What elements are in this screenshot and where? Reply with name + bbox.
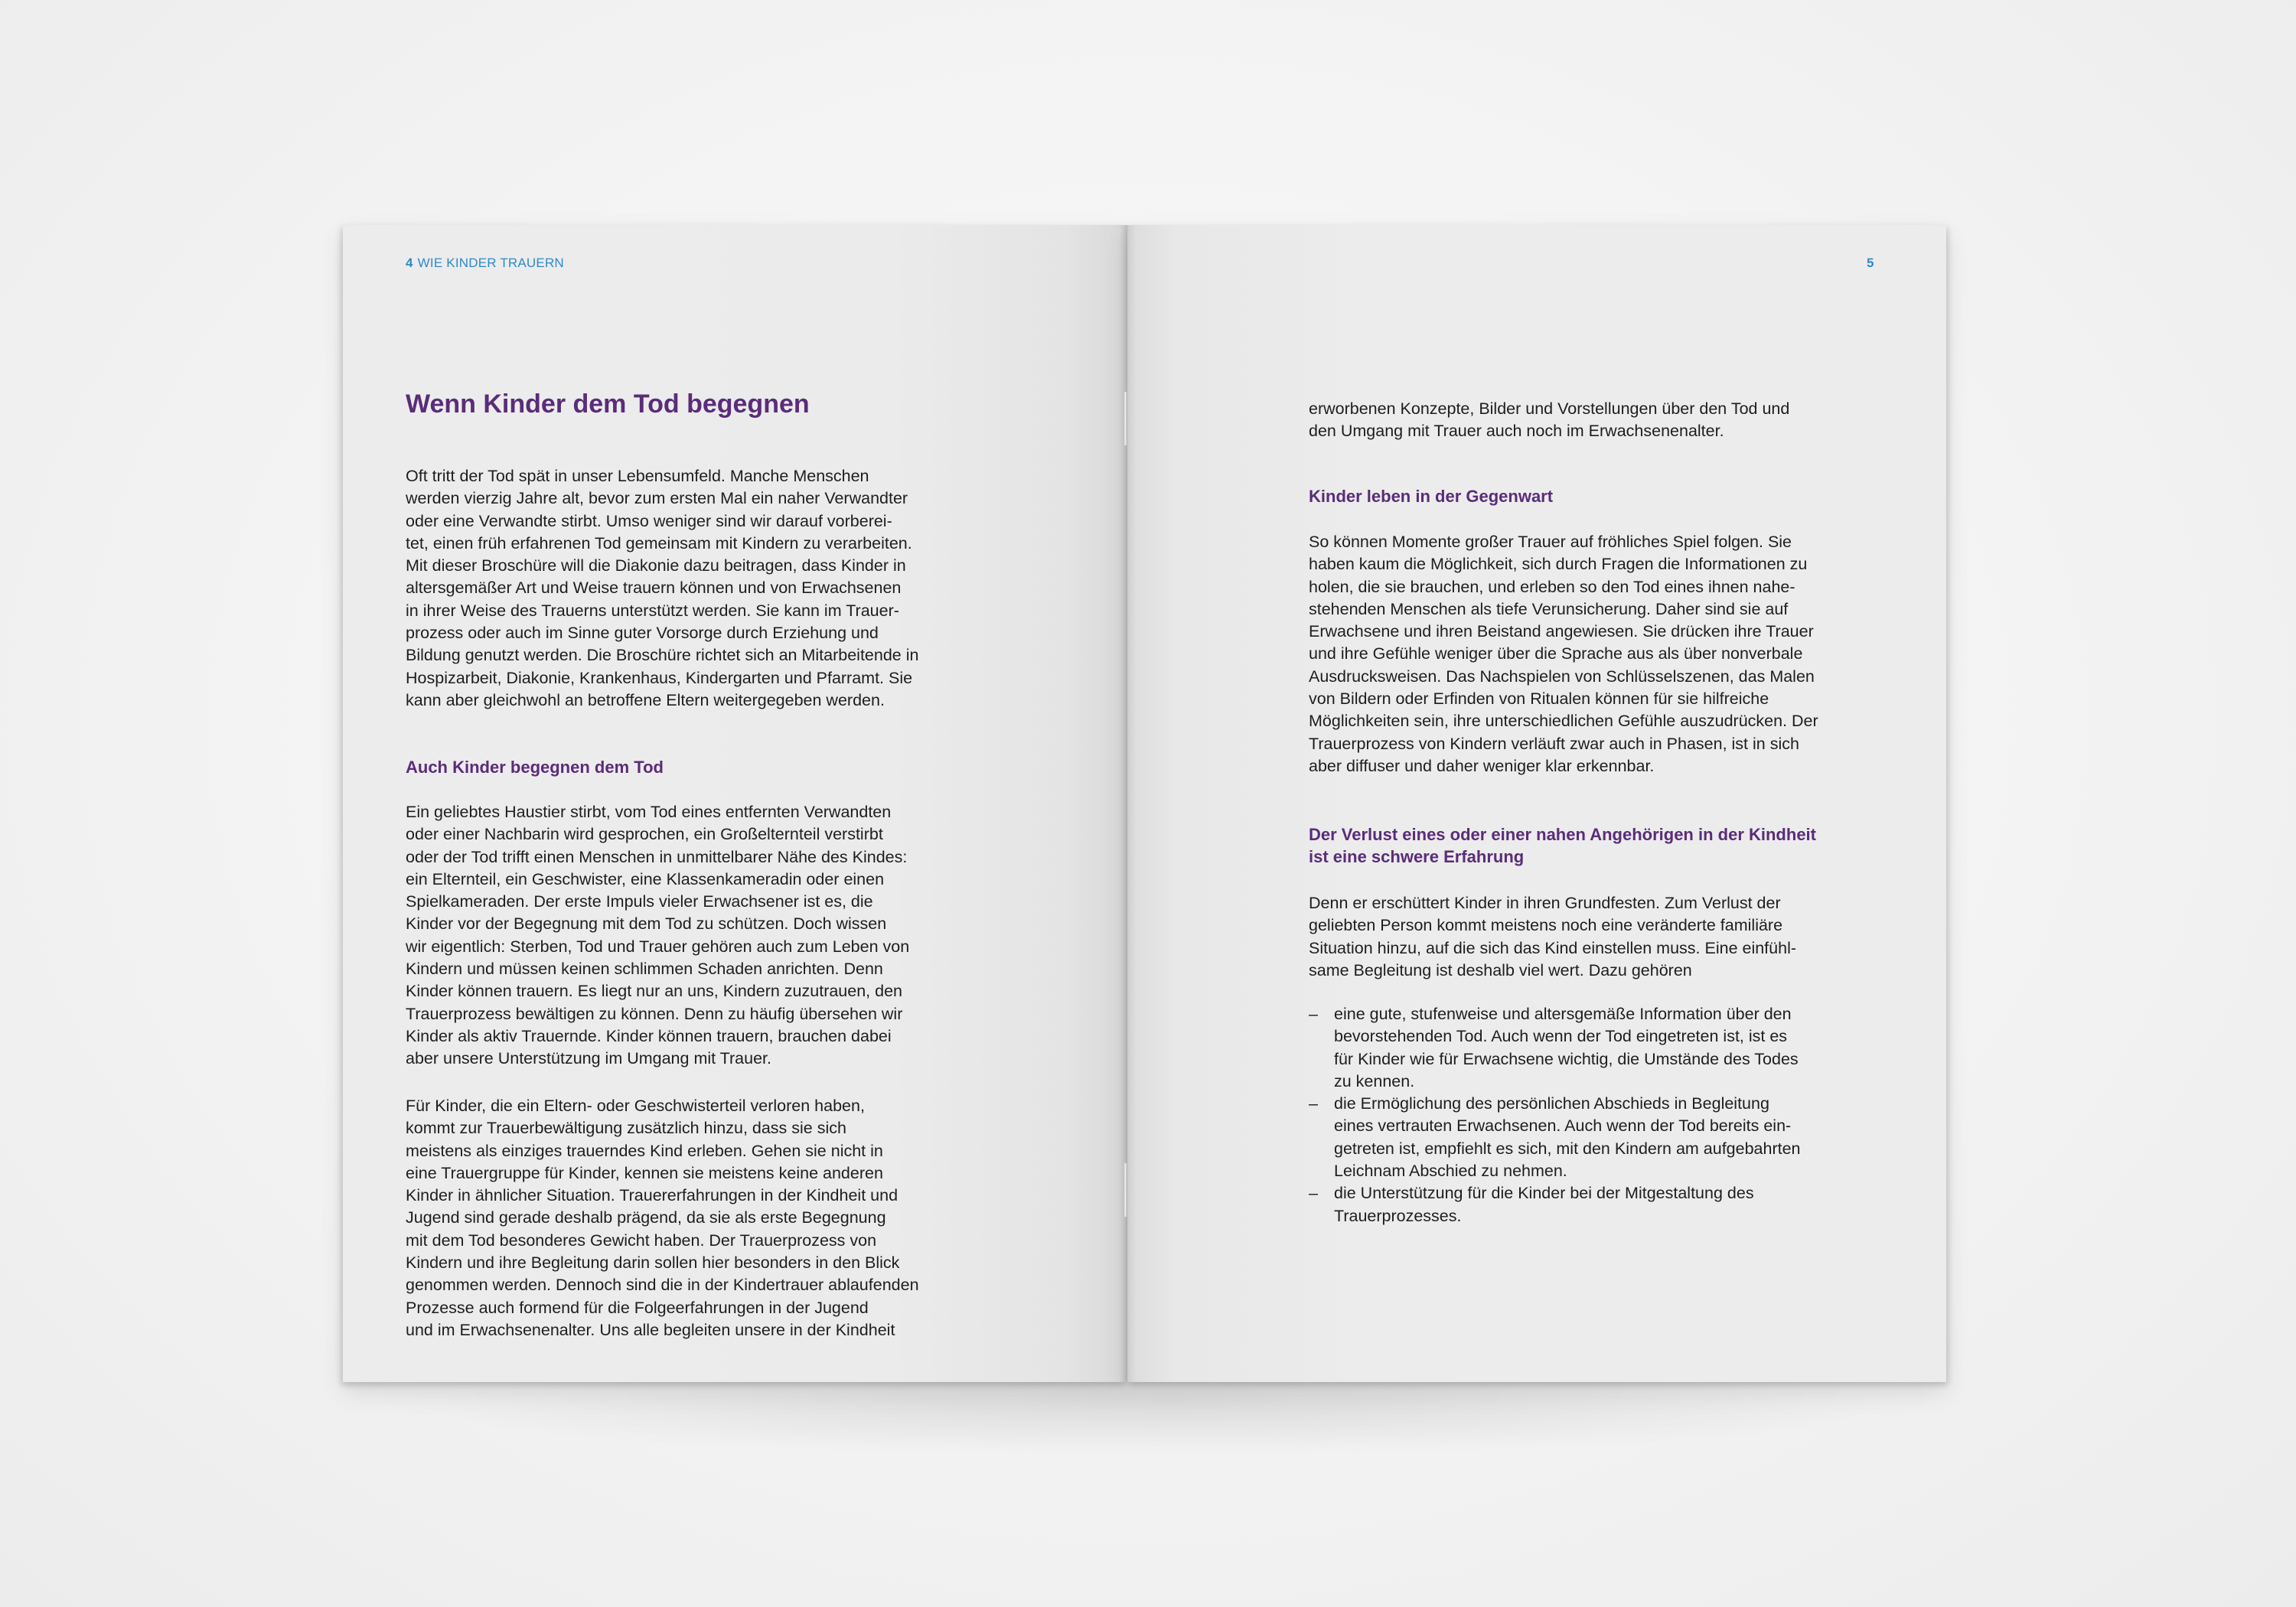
body-paragraph-2: Denn er erschüttert Kinder in ihren Grundfesten. Zum Verlust der geliebten Person kommt meistens noch eine veränderte familiäre Situation hinzu, auf die sich das Kind einstellen muss. Eine einfühl- same Begleitung ist deshalb viel wert. Dazu gehören [1309, 894, 1797, 980]
list-item-text: die Ermöglichung des persönlichen Abschieds in Begleitung eines vertrauten Erwachsenen. Auch wenn der Tod bereits ein- getreten ist, empfiehlt es sich, mit den Kindern am aufgebahrten Leichnam Abschied zu nehmen. [1334, 1094, 1801, 1181]
left-column [406, 387, 980, 421]
section-heading: Auch Kinder begegnen dem Tod [406, 758, 664, 777]
running-head-title: WIE KINDER TRAUERN [417, 256, 564, 270]
right-bullet-list-wrap [1309, 1003, 1883, 1227]
bullet-dash: – [1309, 1005, 1318, 1023]
body-paragraph-1: So können Momente großer Trauer auf fröhliches Spiel folgen. Sie haben kaum die Möglichkeit, sich durch Fragen die Informationen zu holen, die sie brauchen, und erleben so den Tod eines ihnen nahe- stehenden Menschen als tiefe Verunsicherung. Daher sind sie auf Erwachsene und ihren Beistand angewiesen. Sie drücken ihre Trauer und ihre Gefühle weniger über die Sprache aus als über nonverbale Ausdrucksweisen. Das Nachspielen von Schlüsselszenen, das Malen von Bildern oder Erfinden von Ritualen können für sie hilfreiche Möglichkeiten sein, ihre unterschiedlichen Gefühle auszudrücken. Der Trauerprozess von Kindern verläuft zwar auch in Phasen, ist in sich aber diffuser und daher weniger klar erkennbar. [1309, 533, 1818, 775]
right-heading-2-wrap [1309, 823, 1906, 868]
right-page [1127, 225, 1946, 1382]
right-paragraph-1-wrap [1309, 531, 1883, 777]
left-page [343, 225, 1127, 1382]
list-item-text: die Unterstützung für die Kinder bei der Mitgestaltung des Trauerprozesses. [1334, 1184, 1754, 1225]
body-paragraph-2: Für Kinder, die ein Eltern- oder Geschwisterteil verloren haben, kommt zur Trauerbewältigung zusätzlich hinzu, dass sie sich meistens als einziges trauerndes Kind erleben. Gehen sie nicht in eine Trauergruppe für Kinder, kennen sie meistens keine anderen Kinder in ähnlicher Situation. Trauererfahrungen in der Kindheit und Jugend sind gerade deshalb prägend, da sie als erste Begegnung mit dem Tod besonderes Gewicht haben. Der Trauerprozess von Kindern und ihre Begleitung darin sollen hier besonders in den Blick genommen werden. Dennoch sind die in der Kindertrauer ablaufenden Prozesse auch formend für die Folgeerfahrungen in der Jugend und im Erwachsenenalter. Uns alle begleiten unsere in der Kindheit [406, 1097, 919, 1339]
center-gutter [1119, 225, 1136, 1382]
staple-top [1124, 392, 1127, 445]
list-item-text: eine gute, stufenweise und altersgemäße Information über den bevorstehenden Tod. Auch wenn der Tod eingetreten ist, ist es für Kinder wie für Erwachsene wichtig, die Umstände des Todes zu kennen. [1334, 1005, 1799, 1090]
right-heading-1-wrap [1309, 485, 1883, 507]
body-paragraph-1: Ein geliebtes Haustier stirbt, vom Tod eines entfernten Verwandten oder einer Nachbarin wird gesprochen, ein Großelternteil verstirbt oder der Tod trifft einen Menschen in unmittelbarer Nähe des Kindes: ein Elternteil, ein Geschwister, eine Klassenkameradin oder einen Spielkameraden. Der erste Impuls vieler Erwachsener ist es, die Kinder vor der Begegnung mit dem Tod zu schützen. Doch wissen wir eigentlich: Sterben, Tod und Trauer gehören auch zum Leben von Kindern und müssen keinen schlimmen Schaden anrichten. Denn Kinder können trauern. Es liegt nur an uns, Kindern zuzutrauen, den Trauerprozess bewältigen zu können. Denn zu häufig übersehen wir Kinder als aktiv Trauernde. Kinder können trauern, brauchen dabei aber unsere Unterstützung im Umgang mit Trauer. [406, 803, 910, 1068]
section-heading: Der Verlust eines oder einer nahen Angehörigen in der Kindheit ist eine schwere Erfahrung [1309, 825, 1816, 866]
staple-bottom [1124, 1163, 1127, 1217]
page-title: Wenn Kinder dem Tod begegnen [406, 390, 810, 419]
running-head-page-number: 4 [406, 256, 413, 270]
list-item [1309, 1003, 1883, 1093]
left-section-heading-wrap [406, 756, 980, 778]
intro-paragraph: Oft tritt der Tod spät in unser Lebensumfeld. Manche Menschen werden vierzig Jahre alt, bevor zum ersten Mal ein naher Verwandter oder eine Verwandte stirbt. Umso weniger sind wir darauf vorberei- tet, einen früh erfahrenen Tod gemeinsam mit Kindern zu verarbeiten. Mit dieser Broschüre will die Diakonie dazu beitragen, dass Kinder in altersgemäßer Art und Weise trauern können und von Erwachsenen in ihrer Weise des Trauerns unterstützt werden. Sie kann im Trauer- prozess oder auch im Sinne guter Vorsorge durch Erziehung und Bildung genutzt werden. Die Broschüre richtet sich an Mitarbeitende in Hospizarbeit, Diakonie, Krankenhaus, Kindergarten und Pfarramt. Sie kann aber gleichwohl an betroffene Eltern weitergegeben werden. [406, 467, 919, 709]
left-paragraph-2-wrap [406, 1095, 980, 1341]
list-item [1309, 1093, 1883, 1182]
page-number: 5 [1867, 256, 1874, 270]
bullet-list [1309, 1003, 1883, 1227]
left-intro [406, 465, 980, 712]
running-head [406, 256, 564, 271]
bullet-dash: – [1309, 1094, 1318, 1113]
left-paragraph-1-wrap [406, 801, 980, 1071]
right-paragraph-2-wrap [1309, 892, 1883, 982]
right-continuation-wrap [1309, 398, 1883, 443]
section-heading: Kinder leben in der Gegenwart [1309, 487, 1554, 506]
bullet-dash: – [1309, 1184, 1318, 1203]
continuation-paragraph: erworbenen Konzepte, Bilder und Vorstellungen über den Tod und den Umgang mit Trauer auch noch im Erwachsenenalter. [1309, 399, 1790, 441]
list-item [1309, 1182, 1883, 1227]
